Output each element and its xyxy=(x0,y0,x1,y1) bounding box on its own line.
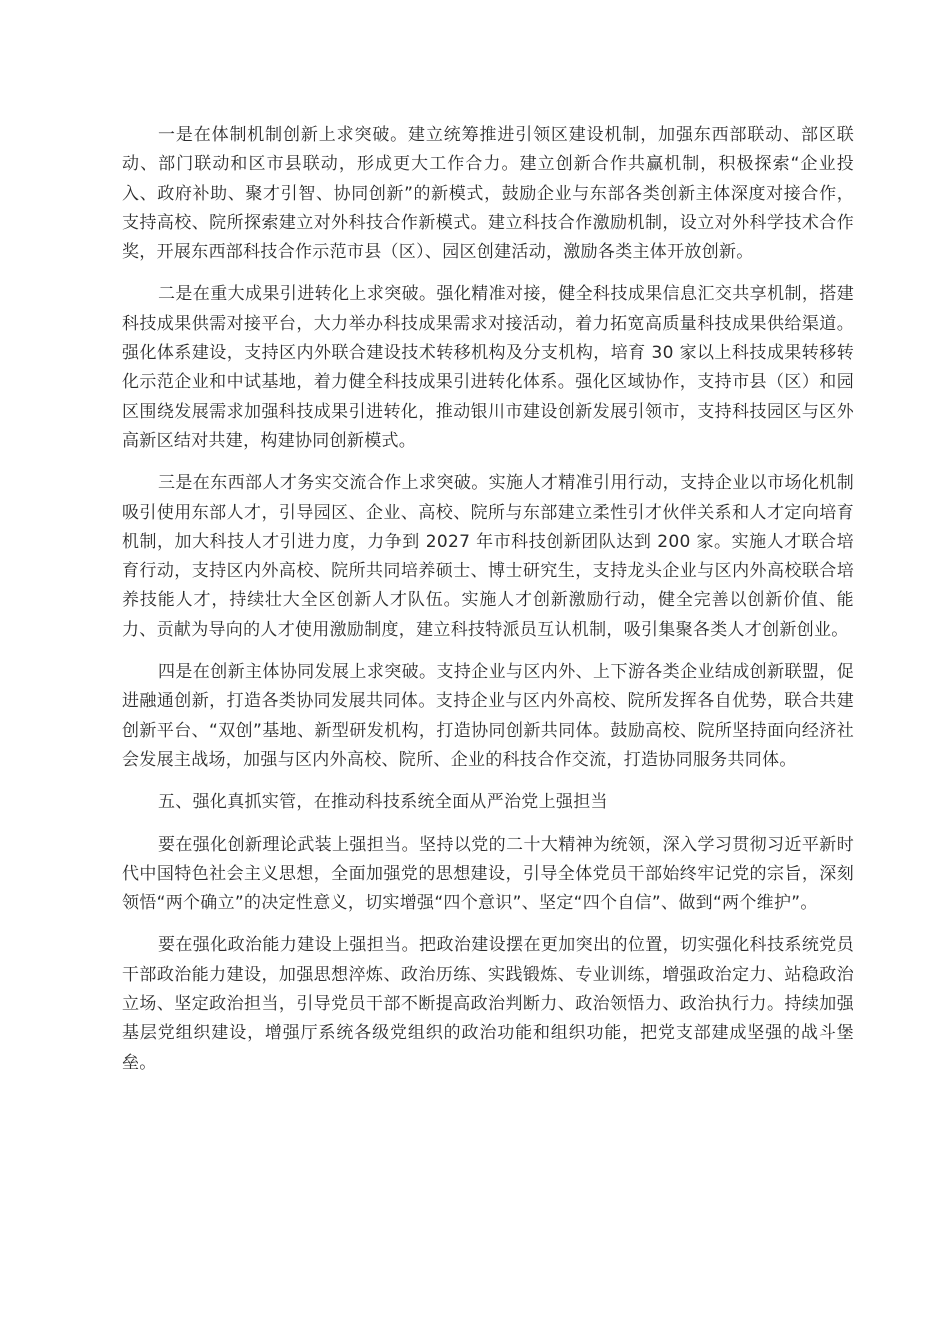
paragraph-theory-arming: 要在强化创新理论武装上强担当。坚持以党的二十大精神为统领，深入学习贯彻习近平新时代中国特色社会主义思想，全面加强党的思想建设，引导全体党员干部始终牢记党的宗旨，深刻领悟“两个确立”的决定性意义，切实增强“四个意识”、坚定“四个自信”、做到“两个维护”。 xyxy=(122,834,854,914)
section-heading-five: 五、强化真抓实管，在推动科技系统全面从严治党上强担当 xyxy=(158,792,608,813)
paragraph-collaborative-development: 四是在创新主体协同发展上求突破。支持企业与区内外、上下游各类企业结成创新联盟，促进融通创新，打造各类协同发展共同体。支持企业与区内外高校、院所发挥各自优势，联合共建创新平台、“双创”基地、新型研发机构，打造协同创新共同体。鼓励高校、院所坚持面向经济社会发展主战场，加强与区内外高校、院所、企业的科技合作交流，打造协同服务共同体。 xyxy=(122,662,854,770)
document-body xyxy=(122,121,854,1091)
paragraph-talent-exchange: 三是在东西部人才务实交流合作上求突破。实施人才精准引用行动，支持企业以市场化机制吸引使用东部人才，引导园区、企业、高校、院所与东部建立柔性引才伙伴关系和人才定向培育机制，加大科技人才引进力度，力争到 2027 年市科技创新团队达到 200 家。实施人才联合培育行动，支持区内外高校、院所共同培养硕士、博士研究生，支持龙头企业与区内外高校联合培养技能人才，持续壮大全区创新人才队伍。实施人才创新激励行动，健全完善以创新价值、能力、贡献为导向的人才使用激励制度，建立科技特派员互认机制，吸引集聚各类人才创新创业。 xyxy=(122,473,854,640)
paragraph-achievement-transfer: 二是在重大成果引进转化上求突破。强化精准对接，健全科技成果信息汇交共享机制，搭建科技成果供需对接平台，大力举办科技成果需求对接活动，着力拓宽高质量科技成果供给渠道。强化体系建设，支持区内外联合建设技术转移机构及分支机构，培育 30 家以上科技成果转移转化示范企业和中试基地，着力健全科技成果引进转化体系。强化区域协作，支持市县（区）和园区围绕发展需求加强科技成果引进转化，推动银川市建设创新发展引领市，支持科技园区与区外高新区结对共建，构建协同创新模式。 xyxy=(122,284,854,451)
paragraph-political-capacity: 要在强化政治能力建设上强担当。把政治建设摆在更加突出的位置，切实强化科技系统党员干部政治能力建设，加强思想淬炼、政治历练、实践锻炼、专业训练，增强政治定力、站稳政治立场、坚定政治担当，引导党员干部不断提高政治判断力、政治领悟力、政治执行力。持续加强基层党组织建设，增强厅系统各级党组织的政治功能和组织功能，把党支部建成坚强的战斗堡垒。 xyxy=(122,935,854,1073)
paragraph-institutional-innovation: 一是在体制机制创新上求突破。建立统筹推进引领区建设机制，加强东西部联动、部区联动、部门联动和区市县联动，形成更大工作合力。建立创新合作共赢机制，积极探索“企业投入、政府补助、聚才引智、协同创新”的新模式，鼓励企业与东部各类创新主体深度对接合作，支持高校、院所探索建立对外科技合作新模式。建立科技合作激励机制，设立对外科学技术合作奖，开展东西部科技合作示范市县（区）、园区创建活动，激励各类主体开放创新。 xyxy=(122,125,854,263)
